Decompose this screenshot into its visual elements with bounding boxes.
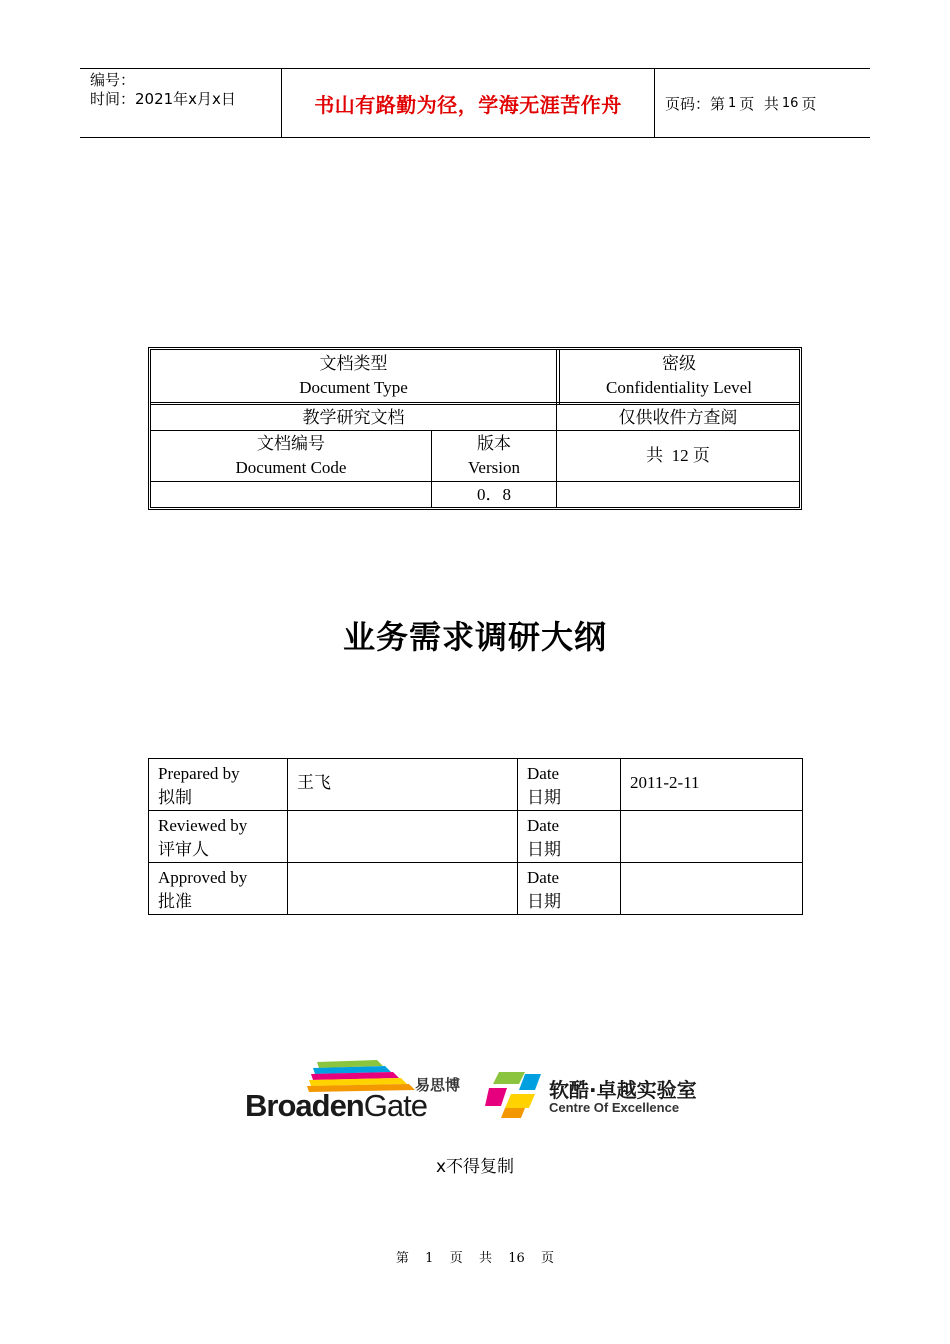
page-current: 1 [728, 95, 737, 111]
doc-code-cn: 文档编号 [257, 434, 325, 453]
table-row [149, 811, 803, 863]
doc-type-en: Document Type [299, 378, 408, 397]
version-en: Version [468, 458, 520, 477]
coe-en: Centre Of Excellence [549, 1100, 680, 1115]
page-mid: 页 共 [739, 94, 779, 113]
document-title: 业务需求调研大纲 [342, 618, 607, 656]
coe-logo [485, 1068, 705, 1124]
copy-notice: x不得复制 [435, 1157, 515, 1177]
coe-cn: 软酷·卓越实验室 [549, 1078, 697, 1102]
header-page-counter [665, 69, 816, 137]
date-label-cell: Date 日期 [518, 811, 621, 863]
header-divider [654, 69, 655, 137]
extra-value [557, 482, 799, 507]
page-count-value: 共 12 页 [646, 446, 710, 465]
broadengate-wordmark: BroadenGate [245, 1088, 427, 1123]
confidentiality-value: 仅供收件方查阅 [618, 407, 738, 427]
page-header [80, 68, 870, 138]
doc-code-en: Document Code [235, 458, 347, 477]
version-value: 0．8 [477, 484, 511, 504]
page-footer: 第 1 页 共 16 页 [395, 1251, 555, 1266]
role-cell: Prepared by 拟制 [149, 759, 288, 811]
page-prefix: 页码：第 [665, 94, 726, 113]
table-row [149, 759, 803, 811]
doc-code-header [151, 431, 431, 481]
doc-code-value [151, 482, 431, 507]
document-info-table [148, 347, 802, 510]
header-number: 编号： [90, 71, 136, 89]
name-cell [288, 811, 518, 863]
name-cell [288, 863, 518, 915]
conf-cn: 密级 [662, 354, 696, 373]
conf-en: Confidentiality Level [606, 378, 752, 397]
date-value-cell [621, 863, 803, 915]
date-value-cell: 2011-2-11 [621, 759, 803, 811]
doc-type-cn: 文档类型 [319, 354, 388, 373]
broadengate-logo [245, 1058, 460, 1124]
version-cn: 版本 [477, 434, 511, 453]
doc-type-header [151, 350, 556, 402]
date-label-cell: Date 日期 [518, 759, 621, 811]
version-header [432, 431, 556, 481]
page-total: 16 [781, 95, 799, 111]
approval-table [148, 758, 803, 915]
header-motto: 书山有路勤为径，学海无涯苦作舟 [314, 92, 622, 117]
header-time: 时间：2021年x月x日 [90, 90, 236, 108]
header-meta [90, 71, 236, 109]
date-value-cell [621, 811, 803, 863]
date-label-cell: Date 日期 [518, 863, 621, 915]
doc-type-value: 教学研究文档 [302, 407, 405, 427]
table-row [149, 863, 803, 915]
confidentiality-header [559, 350, 799, 402]
broadengate-cn: 易思博 [415, 1076, 461, 1094]
role-cell: Approved by 批准 [149, 863, 288, 915]
page-suffix: 页 [801, 94, 817, 113]
role-cell: Reviewed by 评审人 [149, 811, 288, 863]
name-cell: 王飞 [288, 759, 518, 811]
coe-mark-icon [485, 1068, 545, 1120]
